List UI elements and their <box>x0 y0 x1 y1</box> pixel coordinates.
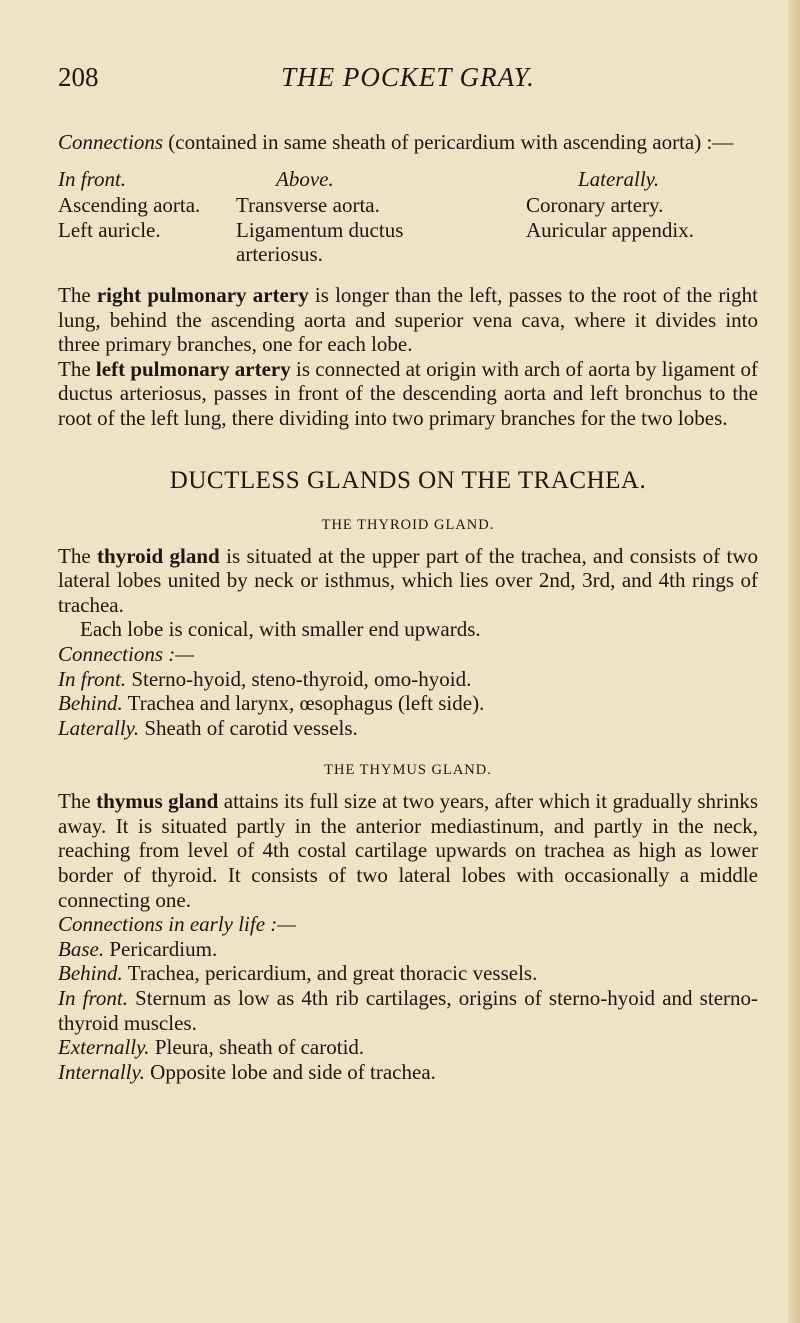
thymus-base-line <box>58 937 758 962</box>
left-pulmonary-paragraph <box>58 357 758 431</box>
thyroid-paragraph <box>58 544 758 618</box>
in-front-item: Left auricle. <box>58 217 161 242</box>
laterally-item: Auricular appendix. <box>526 217 694 242</box>
thyroid-in-front-line <box>58 667 758 692</box>
thyroid-connections-label: Connections :— <box>58 641 194 666</box>
thyroid-behind-text: Trachea and larynx, œsophagus (left side). <box>122 691 485 716</box>
thyroid-title: THE THYROID GLAND. <box>321 516 495 533</box>
thymus-internally-line <box>58 1060 758 1085</box>
left-pulmonary-text: is connected at origin with arch of aorta by ligament of ductus arteriosus, passes in front of the descending aorta and left bronchus to the root of the left lung, there dividing into two primary branches for the two lobes. <box>58 356 758 430</box>
thymus-paragraph <box>58 789 758 912</box>
thymus-lead: The <box>58 789 97 814</box>
above-column <box>236 167 526 267</box>
page-header <box>58 62 758 106</box>
thymus-base-label: Base. <box>58 936 105 961</box>
thymus-base-text: Pericardium. <box>104 936 218 961</box>
in-front-column <box>58 167 228 267</box>
above-item: Transverse aorta. <box>236 193 380 218</box>
above-heading: Above. <box>276 166 334 191</box>
laterally-column <box>526 167 756 267</box>
thymus-in-front-line <box>58 986 758 1035</box>
page-edge <box>788 0 800 1323</box>
thymus-externally-text: Pleura, sheath of carotid. <box>149 1035 365 1060</box>
thyroid-in-front-text: Sterno-hyoid, steno-thyroid, omo-hyoid. <box>126 666 472 691</box>
left-pulmonary-term: left pulmonary artery <box>95 356 291 381</box>
thyroid-laterally-label: Laterally. <box>58 715 140 740</box>
thyroid-lead: The <box>58 543 98 568</box>
thyroid-in-front-label: In front. <box>58 666 127 691</box>
right-pulmonary-lead: The <box>58 282 97 307</box>
thymus-term: thymus gland <box>96 789 219 814</box>
right-pulmonary-term: right pulmonary artery <box>96 282 309 307</box>
thymus-in-front-label: In front. <box>58 986 128 1011</box>
laterally-heading: Laterally. <box>578 166 660 191</box>
right-pulmonary-paragraph <box>58 283 758 357</box>
in-front-heading: In front. <box>58 166 127 191</box>
thymus-connections-label: Connections in early life :— <box>58 912 296 937</box>
thymus-externally-line <box>58 1035 758 1060</box>
thymus-title: THE THYMUS GLAND. <box>324 762 492 779</box>
connections-intro-text: (contained in same sheath of pericardium with ascending aorta) :— <box>163 130 734 154</box>
thyroid-behind-label: Behind. <box>58 691 123 716</box>
spacer <box>58 740 758 762</box>
thyroid-lobe-line: Each lobe is conical, with smaller end upwards. <box>80 617 481 642</box>
right-pulmonary-text: is longer than the left, passes to the root of the right lung, behind the ascending aorta and superior vena cava, where it divides into three primary branches, one for each lobe. <box>58 282 758 357</box>
thyroid-term: thyroid gland <box>97 543 220 568</box>
in-front-item: Ascending aorta. <box>58 193 201 218</box>
section-title: DUCTLESS GLANDS ON THE TRACHEA. <box>169 466 647 494</box>
thymus-text: attains its full size at two years, after which it gradually shrinks away. It is situated partly in the anterior mediastinum, and partly in the neck, reaching from level of 4th costal cartilage upwards on trachea as high as lower border of thyroid. It consists of two lateral lobes with occasionally a middle connecting one. <box>58 789 758 912</box>
thyroid-laterally-line <box>58 716 758 741</box>
above-item: arteriosus. <box>236 242 323 267</box>
laterally-item: Coronary artery. <box>526 193 664 218</box>
thymus-internally-text: Opposite lobe and side of trachea. <box>144 1059 436 1084</box>
page-number: 208 <box>58 62 99 92</box>
thymus-behind-line <box>58 961 758 986</box>
book-page <box>58 62 758 1084</box>
connections-table <box>58 167 758 267</box>
thymus-externally-label: Externally. <box>58 1035 150 1060</box>
thymus-behind-text: Trachea, pericardium, and great thoracic vessels. <box>122 961 538 986</box>
running-title: THE POCKET GRAY. <box>281 62 535 92</box>
thyroid-laterally-text: Sheath of carotid vessels. <box>139 715 358 740</box>
thyroid-text: is situated at the upper part of the trachea, and consists of two lateral lobes united by neck or isthmus, which lies over 2nd, 3rd, and 4th rings of trachea. <box>58 543 758 617</box>
thymus-behind-label: Behind. <box>58 961 123 986</box>
thyroid-behind-line <box>58 691 758 716</box>
left-pulmonary-lead: The <box>58 356 96 381</box>
connections-label: Connections <box>58 130 163 154</box>
thymus-in-front-text: Sternum as low as 4th rib cartilages, origins of sterno-hyoid and sterno-thyroid muscles. <box>58 986 758 1035</box>
connections-intro <box>58 130 758 155</box>
above-item: Ligamentum ductus <box>236 217 404 242</box>
thymus-internally-label: Internally. <box>58 1059 145 1084</box>
